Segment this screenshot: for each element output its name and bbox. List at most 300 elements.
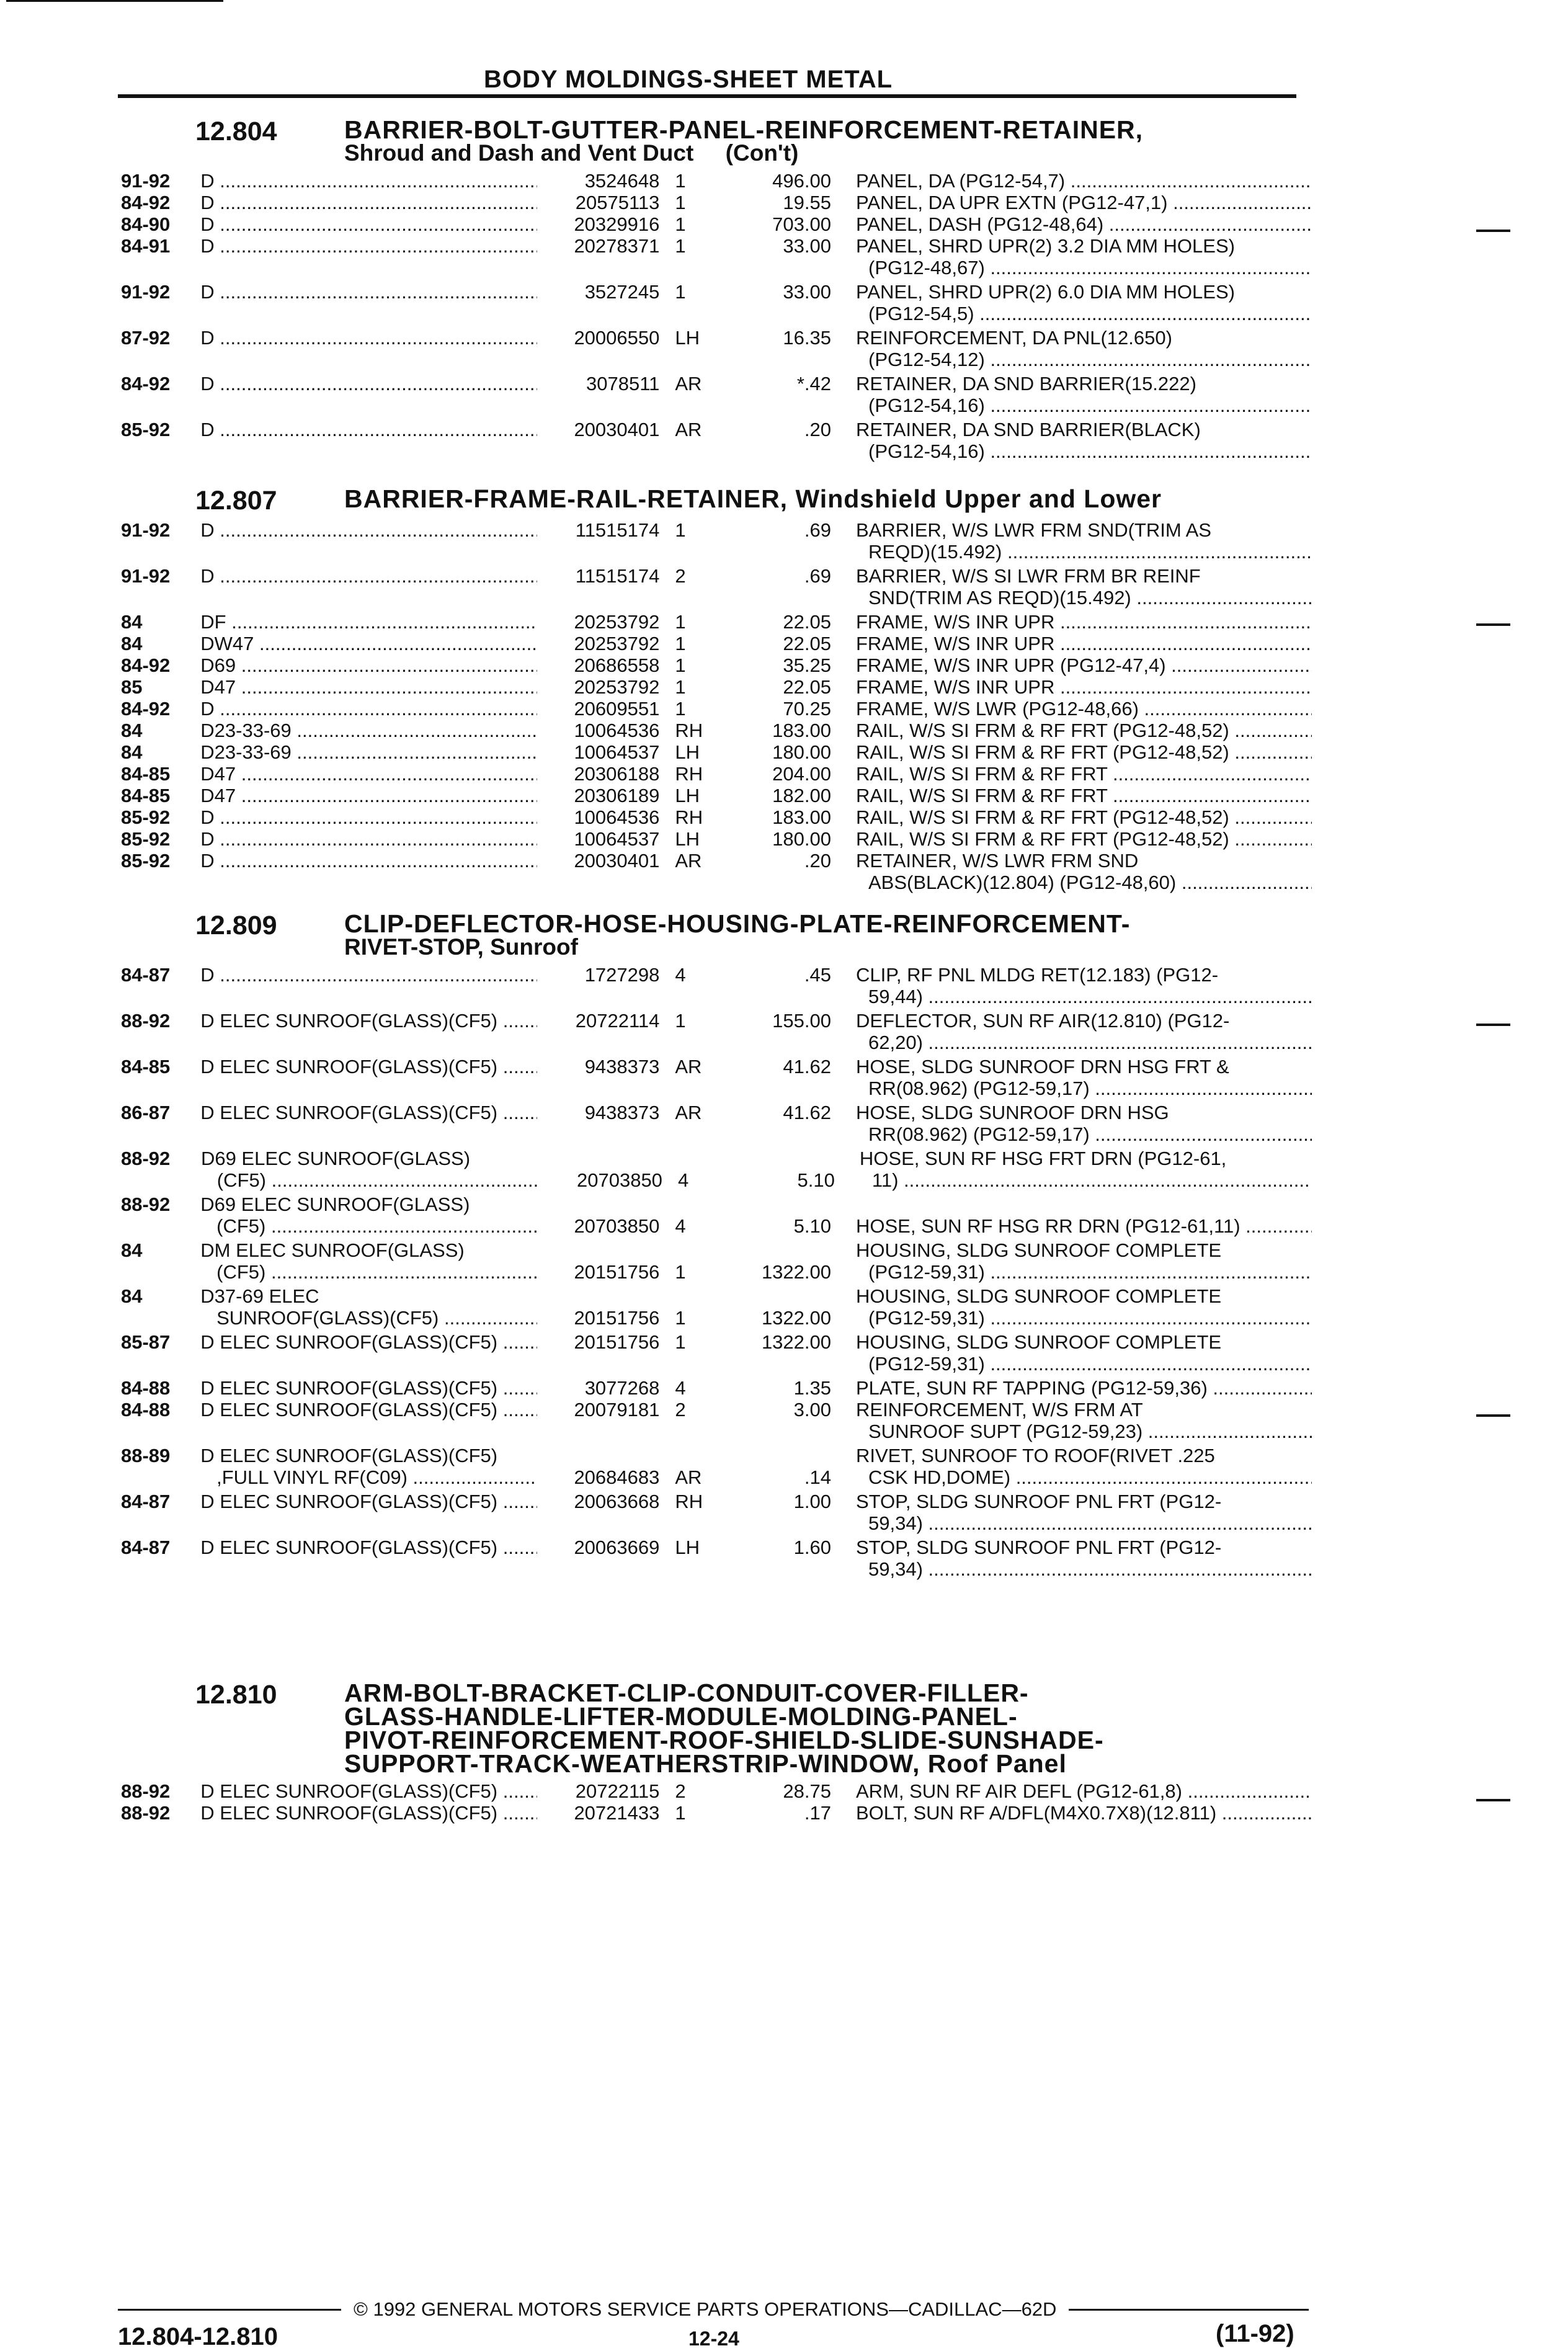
part-name bbox=[831, 565, 1312, 609]
model-description bbox=[200, 1802, 537, 1824]
part-name-line: FRAME, W/S LWR (PG12-48,66) bbox=[856, 698, 1139, 720]
part-row bbox=[121, 192, 1312, 213]
part-number: 3527245 bbox=[584, 281, 660, 303]
model-years: 84-91 bbox=[121, 235, 171, 257]
model-years: 84 bbox=[121, 633, 143, 654]
footer-copyright: © 1992 GENERAL MOTORS SERVICE PARTS OPERATIONS—CADILLAC—62D bbox=[354, 2298, 1057, 2320]
part-row bbox=[121, 720, 1312, 741]
part-name-line: CLIP, RF PNL MLDG RET(12.183) (PG12- bbox=[856, 964, 1219, 986]
quantity: LH bbox=[675, 828, 700, 850]
part-name-line: PANEL, SHRD UPR(2) 3.2 DIA MM HOLES) bbox=[856, 235, 1235, 257]
price: 41.62 bbox=[783, 1056, 831, 1077]
model-description bbox=[200, 785, 537, 806]
model-description bbox=[200, 1537, 537, 1580]
part-row bbox=[121, 654, 1312, 676]
quantity: 1 bbox=[675, 213, 686, 235]
quantity: RH bbox=[675, 763, 703, 785]
description-text: D bbox=[200, 327, 215, 349]
section-number: 12.807 bbox=[195, 486, 277, 515]
part-name bbox=[831, 654, 1312, 676]
part-name-line: DEFLECTOR, SUN RF AIR(12.810) (PG12- bbox=[856, 1010, 1230, 1032]
part-name-line: RAIL, W/S SI FRM & RF FRT bbox=[856, 785, 1108, 806]
description-text: D bbox=[200, 565, 215, 587]
quantity: AR bbox=[675, 419, 702, 440]
quantity: LH bbox=[675, 327, 700, 349]
model-description bbox=[200, 192, 537, 213]
part-name-line: 11) bbox=[871, 1169, 899, 1191]
description-text: D bbox=[200, 281, 215, 303]
section-title: CLIP-DEFLECTOR-HOSE-HOUSING-PLATE-REINFORCEMENT- bbox=[344, 909, 1131, 938]
price: 70.25 bbox=[783, 698, 831, 720]
part-row bbox=[121, 373, 1312, 416]
part-name-line: BOLT, SUN RF A/DFL(M4X0.7X8)(12.811) bbox=[856, 1802, 1217, 1824]
price: 1.35 bbox=[793, 1377, 831, 1399]
model-years: 84-88 bbox=[121, 1377, 171, 1399]
part-number: 20253792 bbox=[574, 633, 660, 654]
model-years: 84 bbox=[121, 1285, 143, 1307]
part-name bbox=[831, 763, 1312, 785]
part-name-line: PANEL, DASH (PG12-48,64) bbox=[856, 213, 1104, 235]
part-name-line: 59,34) bbox=[868, 1558, 923, 1580]
price: 183.00 bbox=[772, 720, 831, 741]
model-description bbox=[200, 213, 537, 235]
description-text: D23-33-69 bbox=[200, 741, 292, 763]
part-name-line: (PG12-54,16) bbox=[868, 440, 985, 462]
part-row bbox=[121, 1102, 1312, 1145]
margin-mark bbox=[1476, 1414, 1510, 1417]
margin-mark bbox=[1476, 1799, 1510, 1801]
model-years: 84 bbox=[121, 720, 143, 741]
part-name-line: RAIL, W/S SI FRM & RF FRT (PG12-48,52) bbox=[856, 720, 1229, 741]
part-name-line: SND(TRIM AS REQD)(15.492) bbox=[868, 587, 1131, 609]
description-text: D ELEC SUNROOF(GLASS)(CF5) bbox=[200, 1377, 498, 1399]
model-description bbox=[200, 170, 537, 192]
model-description bbox=[200, 828, 537, 850]
model-description bbox=[200, 1399, 537, 1442]
description-text: D bbox=[200, 850, 215, 872]
part-row bbox=[121, 806, 1312, 828]
part-row bbox=[121, 1193, 1312, 1237]
model-years: 91-92 bbox=[121, 519, 171, 541]
part-row bbox=[121, 1802, 1312, 1824]
part-name-line: REINFORCEMENT, W/S FRM AT bbox=[856, 1399, 1143, 1421]
description-text: D47 bbox=[200, 763, 236, 785]
model-description bbox=[200, 611, 537, 633]
price: .17 bbox=[804, 1802, 831, 1824]
price: .69 bbox=[804, 565, 831, 587]
part-name-line: 59,34) bbox=[868, 1512, 923, 1534]
quantity: 2 bbox=[675, 565, 686, 587]
part-row bbox=[121, 1399, 1312, 1442]
section-12-804 bbox=[121, 115, 1312, 465]
part-row bbox=[121, 170, 1312, 192]
model-years: 84-92 bbox=[121, 654, 171, 676]
description-text: DM ELEC SUNROOF(GLASS) (CF5) bbox=[200, 1239, 465, 1283]
part-name bbox=[831, 519, 1312, 563]
description-text: D ELEC SUNROOF(GLASS)(CF5) bbox=[200, 1537, 498, 1558]
model-description bbox=[200, 720, 537, 741]
description-text: D ELEC SUNROOF(GLASS)(CF5) bbox=[200, 1056, 498, 1077]
quantity: 1 bbox=[675, 676, 686, 698]
part-name bbox=[831, 611, 1312, 633]
section-12-810 bbox=[121, 1681, 1312, 1824]
part-number: 20703850 bbox=[577, 1169, 662, 1191]
part-number: 20278371 bbox=[574, 235, 660, 257]
part-row bbox=[121, 633, 1312, 654]
quantity: AR bbox=[675, 1102, 702, 1123]
part-name-line: RR(08.962) (PG12-59,17) bbox=[868, 1077, 1090, 1099]
model-years: 84 bbox=[121, 611, 143, 633]
model-description bbox=[200, 806, 537, 828]
quantity: 1 bbox=[675, 611, 686, 633]
part-name-line: RAIL, W/S SI FRM & RF FRT (PG12-48,52) bbox=[856, 806, 1229, 828]
description-text: DW47 bbox=[200, 633, 254, 654]
part-row bbox=[121, 741, 1312, 763]
price: 180.00 bbox=[772, 741, 831, 763]
header-rule bbox=[118, 94, 1296, 98]
section-heading bbox=[121, 484, 1312, 515]
price: 182.00 bbox=[772, 785, 831, 806]
description-text: D47 bbox=[200, 785, 236, 806]
part-name bbox=[831, 806, 1312, 828]
section-number: 12.810 bbox=[195, 1680, 277, 1710]
model-years: 85-92 bbox=[121, 419, 171, 440]
description-text: D23-33-69 bbox=[200, 720, 292, 741]
section-number: 12.809 bbox=[195, 911, 277, 940]
part-name-line: HOUSING, SLDG SUNROOF COMPLETE bbox=[856, 1285, 1222, 1307]
quantity: AR bbox=[675, 373, 702, 395]
part-number: 20151756 bbox=[574, 1307, 660, 1329]
model-description bbox=[201, 1148, 540, 1191]
model-years: 84-92 bbox=[121, 192, 171, 213]
top-rule bbox=[6, 0, 223, 2]
part-number: 20151756 bbox=[574, 1331, 660, 1353]
part-name bbox=[831, 1491, 1312, 1534]
section-subtitle: RIVET-STOP, Sunroof bbox=[344, 934, 578, 960]
price: 1.00 bbox=[793, 1491, 831, 1512]
description-text: D bbox=[200, 170, 215, 192]
price: 28.75 bbox=[783, 1780, 831, 1802]
description-text: D ELEC SUNROOF(GLASS)(CF5) bbox=[200, 1102, 498, 1123]
quantity: AR bbox=[675, 850, 702, 872]
part-number: 20329916 bbox=[574, 213, 660, 235]
part-name-line: HOUSING, SLDG SUNROOF COMPLETE bbox=[856, 1239, 1222, 1261]
quantity: 1 bbox=[675, 1010, 686, 1032]
quantity: 1 bbox=[675, 1261, 686, 1283]
part-name-line: ABS(BLACK)(12.804) (PG12-48,60) bbox=[868, 872, 1177, 893]
quantity: 2 bbox=[675, 1399, 686, 1421]
part-name-line: (PG12-54,16) bbox=[868, 395, 985, 416]
model-description bbox=[200, 1780, 537, 1802]
description-text: D ELEC SUNROOF(GLASS)(CF5) bbox=[200, 1491, 498, 1512]
section-title: ARM-BOLT-BRACKET-CLIP-CONDUIT-COVER-FILLER- GLASS-HANDLE-LIFTER-MODULE-MOLDING-PANEL- PIVOT-REINFORCEMENT-ROOF-SHIELD-SLIDE-SUNSHADE- SUPPORT-TRACK-WEATHERSTRIP-WINDOW, Roof Panel bbox=[344, 1679, 1104, 1778]
part-name-line: REINFORCEMENT, DA PNL(12.650) bbox=[856, 327, 1172, 349]
part-row bbox=[121, 676, 1312, 698]
part-name-line: PANEL, DA (PG12-54,7) bbox=[856, 170, 1066, 192]
part-name bbox=[831, 964, 1312, 1007]
price: 496.00 bbox=[772, 170, 831, 192]
section-title: BARRIER-BOLT-GUTTER-PANEL-REINFORCEMENT-RETAINER, bbox=[344, 115, 1144, 144]
part-number: 20306188 bbox=[574, 763, 660, 785]
model-description bbox=[200, 1331, 537, 1375]
part-number: 20686558 bbox=[574, 654, 660, 676]
model-years: 84 bbox=[121, 1239, 143, 1261]
part-name-line: (PG12-54,5) bbox=[868, 303, 974, 324]
part-row bbox=[121, 1491, 1312, 1534]
part-row bbox=[121, 419, 1312, 462]
model-years: 84 bbox=[121, 741, 143, 763]
part-row bbox=[121, 1285, 1312, 1329]
quantity: 4 bbox=[677, 1169, 689, 1191]
part-name-line: RAIL, W/S SI FRM & RF FRT bbox=[856, 763, 1108, 785]
part-name bbox=[831, 1215, 1312, 1237]
part-number: 20006550 bbox=[574, 327, 660, 349]
part-name-line: RR(08.962) (PG12-59,17) bbox=[868, 1123, 1090, 1145]
part-number: 1727298 bbox=[584, 964, 660, 986]
quantity: 1 bbox=[675, 235, 686, 257]
part-name bbox=[831, 192, 1312, 213]
price: 19.55 bbox=[783, 192, 831, 213]
model-description bbox=[200, 235, 537, 279]
part-row bbox=[121, 850, 1312, 893]
price: 1322.00 bbox=[761, 1307, 831, 1329]
part-row bbox=[121, 698, 1312, 720]
model-description bbox=[200, 419, 537, 462]
part-name-line: RETAINER, DA SND BARRIER(BLACK) bbox=[856, 419, 1201, 440]
quantity: 1 bbox=[675, 1307, 686, 1329]
price: 22.05 bbox=[783, 633, 831, 654]
model-description bbox=[200, 698, 537, 720]
part-number: 20030401 bbox=[574, 850, 660, 872]
price: *.42 bbox=[796, 373, 831, 395]
part-name bbox=[831, 213, 1312, 235]
model-years: 84-85 bbox=[121, 785, 171, 806]
description-text: D37-69 ELEC SUNROOF(GLASS)(CF5) bbox=[200, 1285, 439, 1329]
section-heading bbox=[121, 1679, 1312, 1778]
description-text: D bbox=[200, 964, 215, 986]
part-name bbox=[831, 633, 1312, 654]
model-description bbox=[200, 1377, 537, 1399]
price: 155.00 bbox=[772, 1010, 831, 1032]
model-description bbox=[200, 1102, 537, 1145]
part-row bbox=[121, 281, 1312, 324]
part-row bbox=[121, 1010, 1312, 1053]
model-description bbox=[200, 850, 537, 893]
model-description bbox=[200, 519, 537, 563]
description-text: D ELEC SUNROOF(GLASS)(CF5) ,FULL VINYL RF(C09) bbox=[200, 1445, 498, 1488]
part-row bbox=[121, 327, 1312, 370]
part-name bbox=[831, 1010, 1312, 1053]
quantity: 1 bbox=[675, 281, 686, 303]
model-years: 84-87 bbox=[121, 1537, 171, 1558]
description-text: D bbox=[200, 373, 215, 395]
part-row bbox=[121, 235, 1312, 279]
part-name bbox=[831, 1377, 1312, 1399]
price: 204.00 bbox=[772, 763, 831, 785]
part-row bbox=[121, 1239, 1312, 1283]
quantity: LH bbox=[675, 1537, 700, 1558]
part-row bbox=[121, 213, 1312, 235]
part-name bbox=[831, 785, 1312, 806]
model-years: 85-92 bbox=[121, 850, 171, 872]
part-name-line: HOSE, SLDG SUNROOF DRN HSG bbox=[856, 1102, 1169, 1123]
part-name bbox=[831, 1445, 1312, 1488]
footer-section-range: 12.804-12.810 bbox=[118, 2323, 278, 2350]
part-number: 20609551 bbox=[574, 698, 660, 720]
description-text: DF bbox=[200, 611, 226, 633]
part-name bbox=[831, 419, 1312, 462]
part-name-line: HOSE, SUN RF HSG FRT DRN (PG12-61, bbox=[859, 1148, 1227, 1169]
section-12-809 bbox=[121, 909, 1312, 1582]
footer-page-number: 12-24 bbox=[688, 2327, 739, 2350]
quantity: 4 bbox=[675, 1215, 686, 1237]
price: 1.60 bbox=[793, 1537, 831, 1558]
part-row bbox=[121, 964, 1312, 1007]
part-number: 3078511 bbox=[586, 373, 660, 395]
model-years: 88-92 bbox=[121, 1148, 171, 1169]
part-row bbox=[121, 1331, 1312, 1375]
section-heading bbox=[121, 909, 1312, 960]
part-number: 20079181 bbox=[574, 1399, 660, 1421]
model-description bbox=[200, 565, 537, 609]
part-name-line: STOP, SLDG SUNROOF PNL FRT (PG12- bbox=[856, 1537, 1222, 1558]
description-text: D bbox=[200, 192, 215, 213]
part-name-line: RIVET, SUNROOF TO ROOF(RIVET .225 bbox=[856, 1445, 1215, 1466]
quantity: RH bbox=[675, 720, 703, 741]
model-years: 85 bbox=[121, 676, 143, 698]
price: .14 bbox=[804, 1466, 831, 1488]
part-name bbox=[831, 698, 1312, 720]
part-name bbox=[831, 741, 1312, 763]
part-name-line: RAIL, W/S SI FRM & RF FRT (PG12-48,52) bbox=[856, 741, 1229, 763]
model-description bbox=[200, 1239, 537, 1283]
model-description bbox=[200, 763, 537, 785]
part-number: 11515174 bbox=[575, 519, 660, 541]
part-number: 20722115 bbox=[575, 1780, 660, 1802]
model-years: 85-92 bbox=[121, 828, 171, 850]
part-name-line: PANEL, SHRD UPR(2) 6.0 DIA MM HOLES) bbox=[856, 281, 1235, 303]
description-text: D bbox=[200, 419, 215, 440]
model-years: 86-87 bbox=[121, 1102, 171, 1123]
quantity: 1 bbox=[675, 633, 686, 654]
part-name bbox=[831, 1239, 1312, 1283]
model-years: 88-92 bbox=[121, 1802, 171, 1824]
part-name bbox=[831, 1056, 1312, 1099]
model-years: 91-92 bbox=[121, 565, 171, 587]
description-text: D bbox=[200, 806, 215, 828]
model-years: 91-92 bbox=[121, 281, 171, 303]
part-name-line: RAIL, W/S SI FRM & RF FRT (PG12-48,52) bbox=[856, 828, 1229, 850]
part-name-line: BARRIER, W/S SI LWR FRM BR REINF bbox=[856, 565, 1201, 587]
section-heading bbox=[121, 115, 1312, 166]
part-name bbox=[831, 1780, 1312, 1802]
part-name bbox=[831, 327, 1312, 370]
part-row bbox=[121, 1377, 1312, 1399]
quantity: AR bbox=[675, 1056, 702, 1077]
part-name-line: RETAINER, W/S LWR FRM SND bbox=[856, 850, 1139, 872]
description-text: D69 bbox=[200, 654, 236, 676]
section-subtitle: Shroud and Dash and Vent Duct (Con't) bbox=[344, 140, 799, 166]
section-title: BARRIER-FRAME-RAIL-RETAINER, Windshield Upper and Lower bbox=[344, 484, 1162, 513]
price: 1322.00 bbox=[761, 1331, 831, 1353]
model-description bbox=[200, 373, 537, 416]
model-years: 84-92 bbox=[121, 698, 171, 720]
quantity: 1 bbox=[675, 1331, 686, 1353]
part-name-line: CSK HD,DOME) bbox=[868, 1466, 1011, 1488]
part-number: 20722114 bbox=[575, 1010, 660, 1032]
part-name bbox=[831, 720, 1312, 741]
price: 3.00 bbox=[793, 1399, 831, 1421]
model-years: 84-88 bbox=[121, 1399, 171, 1421]
model-description bbox=[200, 654, 537, 676]
quantity: RH bbox=[675, 1491, 703, 1512]
part-number: 9438373 bbox=[584, 1102, 660, 1123]
part-name bbox=[831, 828, 1312, 850]
part-name-line: PLATE, SUN RF TAPPING (PG12-59,36) bbox=[856, 1377, 1208, 1399]
quantity: 1 bbox=[675, 698, 686, 720]
model-years: 84-87 bbox=[121, 964, 171, 986]
quantity: 1 bbox=[675, 192, 686, 213]
part-name-line: (PG12-54,12) bbox=[868, 349, 985, 370]
model-description bbox=[200, 281, 537, 324]
model-years: 88-92 bbox=[121, 1780, 171, 1802]
description-text: D ELEC SUNROOF(GLASS)(CF5) bbox=[200, 1780, 498, 1802]
price: 703.00 bbox=[772, 213, 831, 235]
part-name-line: HOSE, SLDG SUNROOF DRN HSG FRT & bbox=[856, 1056, 1229, 1077]
section-number: 12.804 bbox=[195, 117, 277, 146]
part-name bbox=[831, 170, 1312, 192]
description-text: D69 ELEC SUNROOF(GLASS) (CF5) bbox=[200, 1193, 470, 1237]
description-text: D bbox=[200, 213, 215, 235]
quantity: 2 bbox=[675, 1780, 686, 1802]
part-number: 20063668 bbox=[574, 1491, 660, 1512]
price: 16.35 bbox=[783, 327, 831, 349]
part-number: 10064536 bbox=[574, 720, 660, 741]
quantity: 1 bbox=[675, 1802, 686, 1824]
margin-mark bbox=[1476, 623, 1510, 626]
part-name-line: STOP, SLDG SUNROOF PNL FRT (PG12- bbox=[856, 1491, 1222, 1512]
part-name-line: FRAME, W/S INR UPR bbox=[856, 633, 1055, 654]
footer-date: (11-92) bbox=[1216, 2320, 1294, 2347]
part-name-line: FRAME, W/S INR UPR bbox=[856, 676, 1055, 698]
part-name bbox=[831, 373, 1312, 416]
price: 33.00 bbox=[783, 281, 831, 303]
page-header: BODY MOLDINGS-SHEET METAL bbox=[484, 66, 893, 93]
model-description bbox=[200, 1193, 537, 1237]
part-number: 11515174 bbox=[575, 565, 660, 587]
model-description bbox=[200, 327, 537, 370]
part-number: 20030401 bbox=[574, 419, 660, 440]
model-description bbox=[200, 1010, 537, 1053]
part-name-line: PANEL, DA UPR EXTN (PG12-47,1) bbox=[856, 192, 1168, 213]
quantity: LH bbox=[675, 785, 700, 806]
margin-mark bbox=[1476, 1024, 1510, 1026]
model-years: 85-87 bbox=[121, 1331, 171, 1353]
part-name bbox=[831, 1802, 1312, 1824]
description-text: D ELEC SUNROOF(GLASS)(CF5) bbox=[200, 1399, 498, 1421]
part-name bbox=[831, 850, 1312, 893]
quantity: 1 bbox=[675, 654, 686, 676]
part-row bbox=[121, 1537, 1312, 1580]
part-row bbox=[121, 1056, 1312, 1099]
description-text: D ELEC SUNROOF(GLASS)(CF5) bbox=[200, 1010, 498, 1032]
price: .20 bbox=[804, 419, 831, 440]
model-years: 84-87 bbox=[121, 1491, 171, 1512]
quantity: 4 bbox=[675, 964, 686, 986]
footer-copyright-line bbox=[118, 2298, 1309, 2321]
model-years: 88-89 bbox=[121, 1445, 171, 1466]
model-years: 84-90 bbox=[121, 213, 171, 235]
